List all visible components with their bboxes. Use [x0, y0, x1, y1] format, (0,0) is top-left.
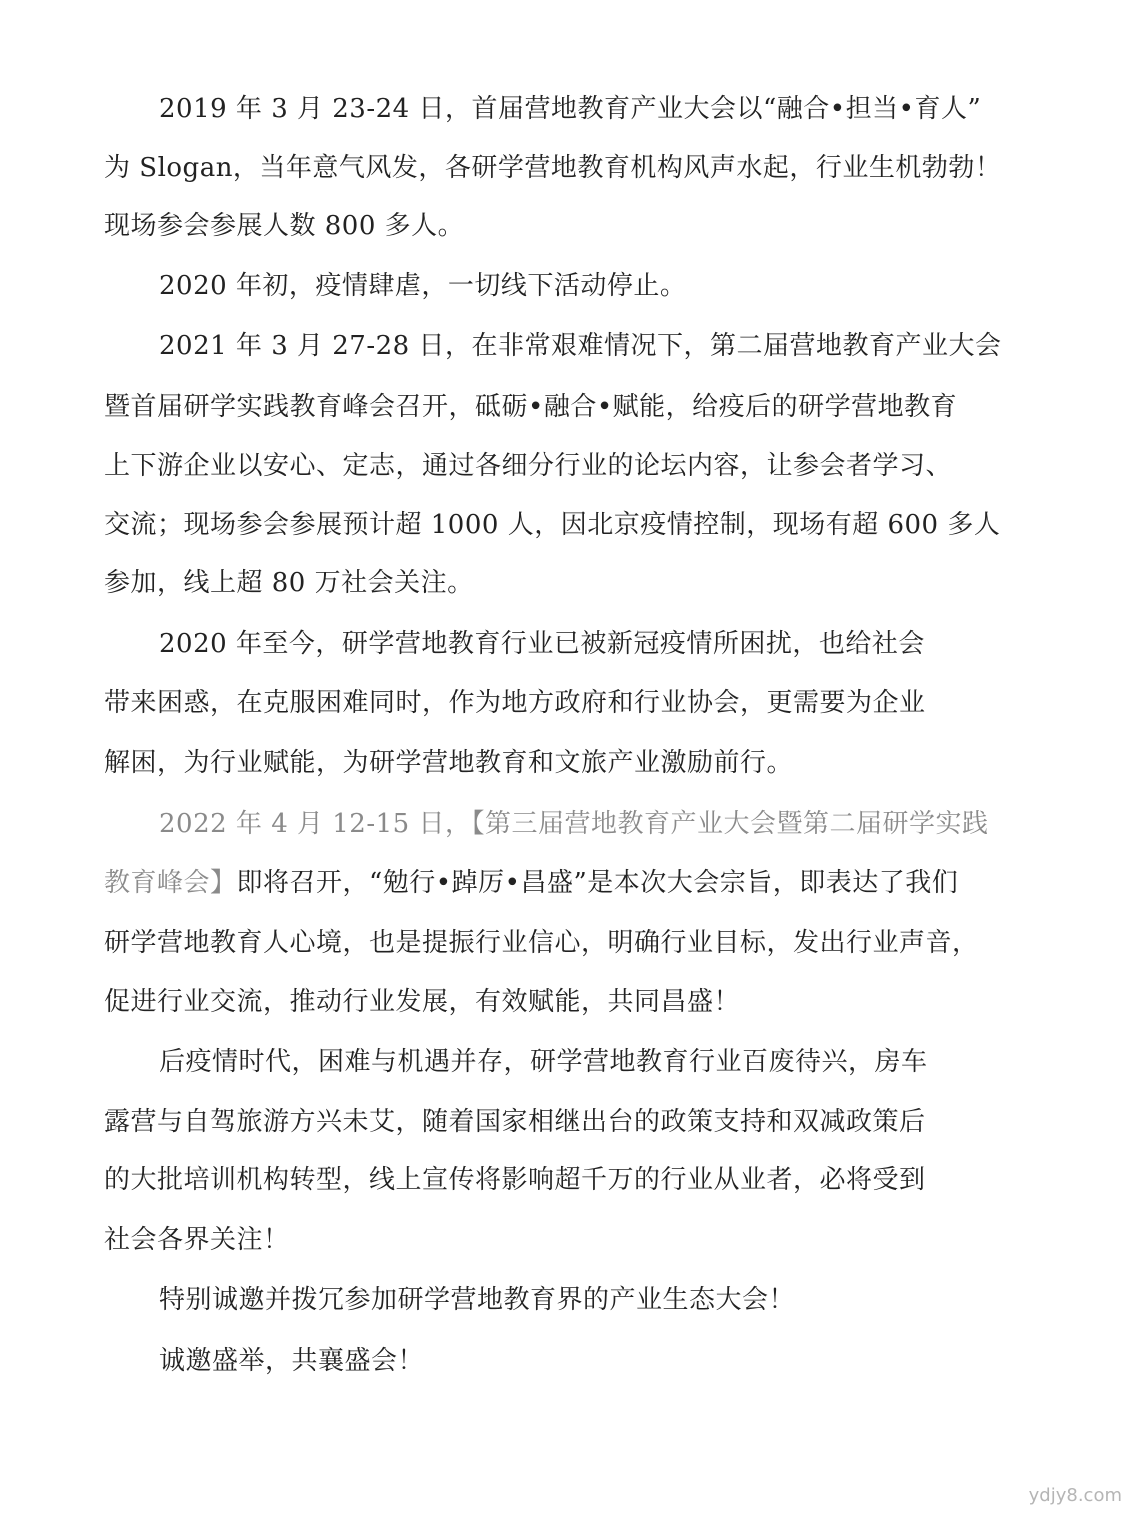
paragraph-5-line-2 — [104, 866, 958, 900]
paragraph-5-line-2-rest: 即将召开，“勉行•踔厉•昌盛”是本次大会宗旨，即表达了我们 — [236, 868, 959, 898]
paragraph-5-line-1: 2022 年 4 月 12-15 日，【第三届营地教育产业大会暨第二届研学实践 — [159, 809, 989, 839]
paragraph-5-line-4: 促进行业交流，推动行业发展，有效赋能，共同昌盛！ — [104, 987, 741, 1017]
paragraph-6-line-4: 社会各界关注！ — [104, 1225, 290, 1255]
paragraph-8-line-1: 诚邀盛举，共襄盛会！ — [159, 1346, 425, 1376]
paragraph-3-line-5: 参加，线上超 80 万社会关注。 — [104, 568, 474, 598]
paragraph-2-line-1: 2020 年初，疫情肆虐，一切线下活动停止。 — [159, 271, 687, 301]
paragraph-1-line-2: 为 Slogan，当年意气风发，各研学营地教育机构风声水起，行业生机勃勃！ — [104, 153, 1002, 183]
paragraph-4-line-2: 带来困惑，在克服困难同时，作为地方政府和行业协会，更需要为企业 — [104, 688, 926, 718]
paragraph-6-line-2: 露营与自驾旅游方兴未艾，随着国家相继出台的政策支持和双减政策后 — [104, 1107, 926, 1137]
paragraph-6-line-3: 的大批培训机构转型，线上宣传将影响超千万的行业从业者，必将受到 — [104, 1165, 926, 1195]
paragraph-1-line-1: 2019 年 3 月 23-24 日，首届营地教育产业大会以“融合•担当•育人” — [159, 94, 982, 124]
paragraph-3-line-1: 2021 年 3 月 27-28 日，在非常艰难情况下，第二届营地教育产业大会 — [159, 331, 1002, 361]
watermark-text: ydjy8.com — [1028, 1485, 1122, 1506]
paragraph-3-line-2: 暨首届研学实践教育峰会召开，砥砺•融合•赋能，给疫后的研学营地教育 — [104, 392, 958, 422]
paragraph-4-line-1: 2020 年至今，研学营地教育行业已被新冠疫情所困扰，也给社会 — [159, 629, 925, 659]
paragraph-3-line-4: 交流；现场参会参展预计超 1000 人，因北京疫情控制，现场有超 600 多人 — [104, 510, 1001, 540]
paragraph-3-line-3: 上下游企业以安心、定志，通过各细分行业的论坛内容，让参会者学习、 — [104, 451, 953, 481]
paragraph-5-line-3: 研学营地教育人心境，也是提振行业信心，明确行业目标，发出行业声音， — [104, 928, 979, 958]
paragraph-6-line-1: 后疫情时代，困难与机遇并存，研学营地教育行业百废待兴，房车 — [159, 1047, 928, 1077]
paragraph-7-line-1: 特别诚邀并拨冗参加研学营地教育界的产业生态大会！ — [159, 1285, 796, 1315]
paragraph-4-line-3: 解困，为行业赋能，为研学营地教育和文旅产业激励前行。 — [104, 748, 794, 778]
paragraph-1-line-3: 现场参会参展人数 800 多人。 — [104, 211, 465, 241]
conference-name-tail: 教育峰会】 — [104, 868, 237, 898]
